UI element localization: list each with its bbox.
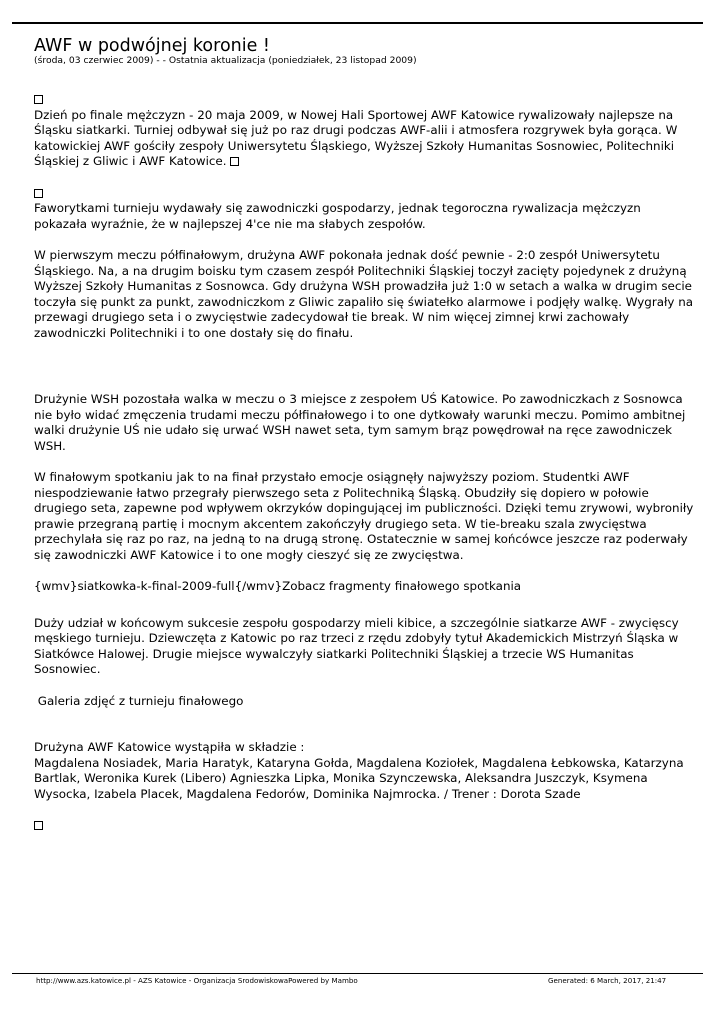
footer-generated-date: Generated: 6 March, 2017, 21:47 xyxy=(548,976,667,985)
image-placeholder-icon xyxy=(34,186,694,202)
image-placeholder-icon xyxy=(34,818,694,834)
paragraph-summary: Duży udział w końcowym sukcesie zespołu gospodarzy mieli kibice, a szczególnie siatkarze AWF - zwycięscy męskiego turnieju. Dziewczęta z Katowic po raz trzeci z rzędu zdobyły tytuł Akademickich Mistrzyń Śląska w Siatkówce Halowej. Drugie miejsce wywalczyły siatkarki Politechniki Śląskiej a trzecie WS Humanitas Sosnowiec. xyxy=(34,615,679,676)
team-heading: Drużyna AWF Katowice wystąpiła w składzie : xyxy=(34,740,305,754)
paragraph-intro: Dzień po finale mężczyzn - 20 maja 2009, w Nowej Hali Sportowej AWF Katowice rywalizowały najlepsze na Śląsku siatkarki. Turniej odbywał się już po raz drugi podczas AWF-alii i atmosfera rozgrywek była gorąca. W katowickiej AWF gościły zespoły Uniwersytetu Śląskiego, Wyższej Szkoły Humanitas Sosnowiec, Politechniki Śląskiej z Gliwic i AWF Katowice. xyxy=(34,107,678,168)
article-title: AWF w podwójnej koronie ! xyxy=(34,36,270,56)
paragraph-semifinal: W pierwszym meczu półfinałowym, drużyna AWF pokonała jednak dość pewnie - 2:0 zespół Uniwersytetu Śląskiego. Na, a na drugim boisku tym czasem zespół Politechniki Śląskiej toczył zacięty pojedynek z drużyną Wyższej Szkoły Humanitas z Sosnowca. Gdy drużyna WSH prowadziła już 1:0 w setach a walka w drugim secie toczyła się punkt za punkt, zawodniczkom z Gliwic zapaliło się światełko alarmowe i podjęły walkę. Wygrały na przewagi drugiego seta i o zwycięstwie zadecydował tie break. W nim więcej zimnej krwi zachowały zawodniczki Politechniki i to one dostały się do finału. xyxy=(34,248,694,340)
image-placeholder-icon xyxy=(230,157,239,166)
top-rule xyxy=(12,22,703,24)
image-placeholder-icon xyxy=(34,92,694,108)
video-embed-text: {wmv}siatkowka-k-final-2009-full{/wmv}Zobacz fragmenty finałowego spotkania xyxy=(34,579,522,593)
footer-rule xyxy=(12,973,703,974)
article-body xyxy=(34,92,694,834)
gallery-link[interactable]: Galeria zdjęć z turnieju finałowego xyxy=(34,693,244,708)
footer-site-info: http://www.azs.katowice.pl - AZS Katowice - Organizacja SrodowiskowaPowered by Mambo xyxy=(36,976,358,985)
paragraph-favorites: Faworytkami turnieju wydawały się zawodniczki gospodarzy, jednak tegoroczna rywalizacja mężczyzn pokazała wyraźnie, że w najlepszej 4'ce nie ma słabych zespołów. xyxy=(34,201,641,231)
article-date-meta: (środa, 03 czerwiec 2009) - - Ostatnia aktualizacja (poniedziałek, 23 listopad 2009) xyxy=(34,55,417,66)
paragraph-final: W finałowym spotkaniu jak to na finał przystało emocje osiągnęły najwyższy poziom. Studentki AWF niespodziewanie łatwo przegrały pierwszego seta z Politechniką Śląską. Obudziły się dopiero w połowie drugiego seta, zapewne pod wpływem okrzyków dopingującej im publiczności. Dzięki temu zrywowi, wybroniły prawie przegraną partię i mocnym akcentem zakończyły drugiego seta. W tie-breaku szala zwycięstwa przechylała się raz po raz, na jedną to na drugą stronę. Ostatecznie w samej końcówce jeszcze raz poderwały się zawodniczki AWF Katowice i to one mogły cieszyć się ze zwycięstwa. xyxy=(34,470,694,562)
team-roster: Magdalena Nosiadek, Maria Haratyk, Kataryna Gołda, Magdalena Koziołek, Magdalena Łebkowska, Katarzyna Bartlak, Weronika Kurek (Libero) Agnieszka Lipka, Monika Szynczewska, Aleksandra Juszczyk, Ksymena Wysocka, Izabela Placek, Magdalena Fedorów, Dominika Najmrocka. / Trener : Dorota Szade xyxy=(34,755,684,801)
paragraph-third-place: Drużynie WSH pozostała walka w meczu o 3 miejsce z zespołem UŚ Katowice. Po zawodniczkach z Sosnowca nie było widać zmęczenia trudami meczu półfinałowego i to one dytkowały warunki meczu. Pomimo ambitnej walki drużynie UŚ nie udało się urwać WSH nawet seta, tym samym brąz powędrował na ręce zawodniczek WSH. xyxy=(34,392,686,453)
